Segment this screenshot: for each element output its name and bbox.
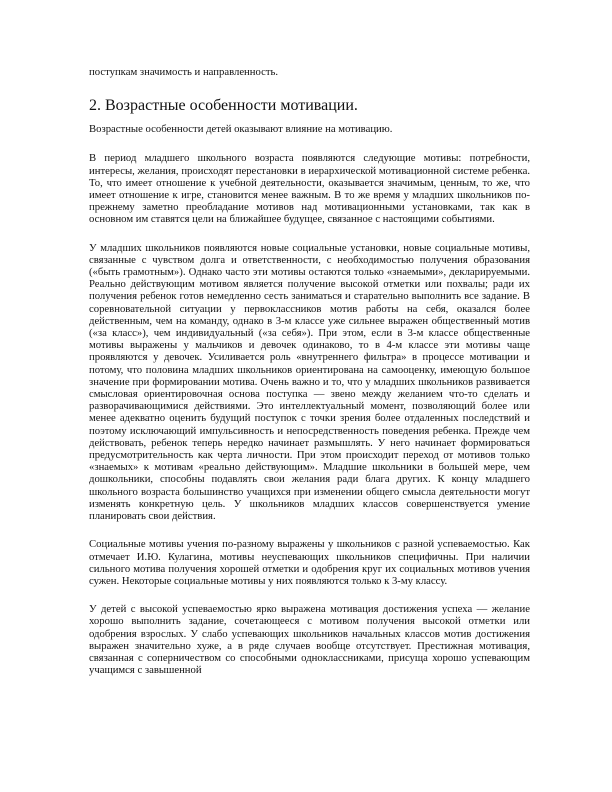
section-heading: 2. Возрастные особенности мотивации. xyxy=(89,97,358,115)
page-content xyxy=(89,66,530,692)
paragraph-4: У детей с высокой успеваемостью ярко выражена мотивация достижения успеха — желание хорошо выполнить задание, сочетающееся с мотивом получения высокой отметки или одобрения взрослых. У слабо успевающих школьников начальных классов мотив достижения выражен значительно хуже, а в ряде случаев вообще отсутствует. Престижная мотивация, связанная с соперничеством со способными одноклассниками, присуща хорошо успевающим учащимся с завышенной xyxy=(89,603,530,677)
paragraph-2: У младших школьников появляются новые социальные установки, новые социальные мотивы, связанные с чувством долга и ответственности, с необходимостью получения образования («быть грамотным»). Однако часто эти мотивы остаются только «знаемыми», декларируемыми. Реально действующим мотивом является получение высокой отметки или похвалы; ради их получения ребенок готов немедленно сесть заниматься и старательно выполнить все задание. В соревновательной ситуации у первоклассников мотив работы на себя, оказался более действенным, чем на команду, однако в 3-м классе уже сильнее выражен общественный мотив («за класс»), чем индивидуальный («за себя»). При этом, если в 3-м классе общественные мотивы выражены у мальчиков и девочек одинаково, то в 4-м классе эти мотивы чаще проявляются у девочек. Усиливается роль «внутреннего фильтра» в процессе мотивации и потому, что половина младших школьников ориентирована на самооценку, имеющую большое значение при формировании мотива. Очень важно и то, что у младших школьников развивается смысловая ориентировочная основа поступка — звено между желанием что-то сделать и разворачивающимися действиями. Это интеллектуальный момент, позволяющий более или менее адекватно оценить будущий поступок с точки зрения более отдаленных последствий и поэтому исключающий импульсивность и непосредственность поведения ребенка. Прежде чем действовать, ребенок теперь нередко начинает размышлять. У него начинает формироваться предусмотрительность как черта личности. При этом происходит переход от мотивов только «знаемых» к мотивам «реально действующим». Младшие школьники в большей мере, чем дошкольники, способны подавлять свои желания ради блага других. К концу младшего школьного возраста большинство учащихся при изменении общего смысла деятельности могут изменять конкретную цель. У школьников младших классов совершенствуется умение планировать свои действия. xyxy=(89,241,530,523)
section-intro: Возрастные особенности детей оказывают влияние на мотивацию. xyxy=(89,123,393,136)
paragraph-3: Социальные мотивы учения по-разному выражены у школьников с разной успеваемостью. Как отмечает И.Ю. Кулагина, мотивы неуспевающих школьников специфичны. При наличии сильного мотива получения хорошей отметки и одобрения круг их социальных мотивов учения сужен. Некоторые социальные мотивы у них появляются только к 3-му классу. xyxy=(89,538,530,587)
continuation-line: поступкам значимость и направленность. xyxy=(89,66,279,78)
paragraph-1: В период младшего школьного возраста появляются следующие мотивы: потребности, интересы, желания, происходят перестановки в иерархической мотивационной системе ребенка. То, что имеет отношение к учебной деятельности, оказывается значимым, ценным, то же, что имеет отношение к игре, становится менее важным. В то же время у младших школьников по-прежнему заметно преобладание мотивов над мотивационными установками, так как в основном им ставятся цели на ближайшее будущее, связанное с настоящими событиями. xyxy=(89,152,530,226)
